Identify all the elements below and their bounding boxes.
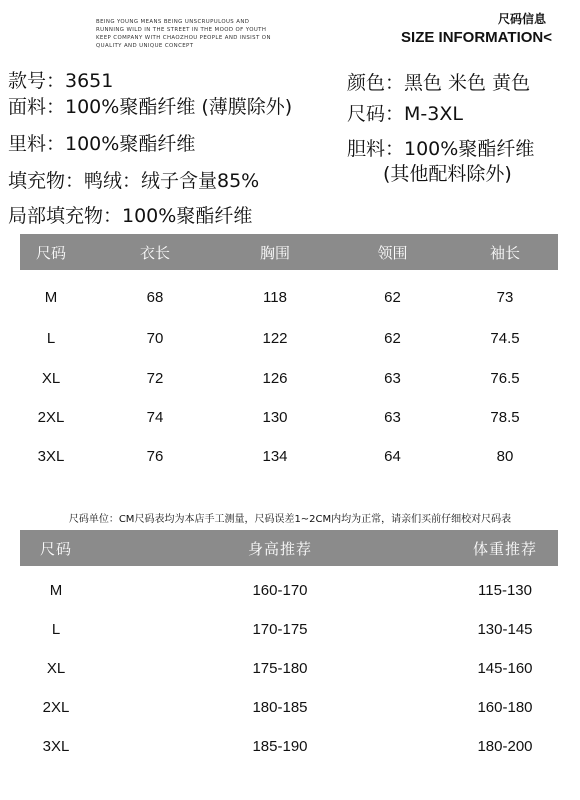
cell-sleeve: 74.5: [490, 329, 520, 347]
header-size: 尺码: [35, 243, 66, 262]
table-row: [20, 578, 558, 602]
size-info-title-cn: 尺码信息: [497, 12, 546, 26]
cell-size: 2XL: [37, 408, 65, 426]
cell-length: 70: [146, 329, 164, 347]
measurement-note: 尺码单位：CM尺码表均为本店手工测量，尺码误差1~2CM内均为正常，请亲们买前仔细校对尺码表: [68, 514, 512, 525]
cell-collar: 63: [384, 369, 401, 387]
table-row: [20, 405, 558, 429]
cell-weight: 180-200: [477, 737, 533, 755]
table-row: [20, 285, 558, 309]
header-weight: 体重推荐: [472, 539, 537, 558]
cell-chest: 118: [263, 288, 287, 306]
tagline-line: BEING YOUNG MEANS BEING UNSCRUPULOUS AND: [96, 19, 250, 25]
cell-size: 3XL: [37, 447, 65, 465]
cell-sleeve: 78.5: [490, 408, 520, 426]
cell-sleeve: 76.5: [490, 369, 520, 387]
cell-size: 3XL: [42, 737, 70, 755]
cell-weight: 130-145: [477, 620, 533, 638]
spec-style-number: 款号：3651: [8, 70, 114, 92]
table-row: [20, 366, 558, 390]
cell-height: 180-185: [252, 698, 308, 716]
cell-weight: 145-160: [477, 659, 533, 677]
cell-length: 76: [146, 447, 164, 465]
cell-height: 175-180: [252, 659, 308, 677]
cell-chest: 134: [262, 447, 288, 465]
size-table-header: [20, 234, 558, 270]
cell-collar: 64: [384, 447, 401, 465]
brand-tagline: [96, 18, 316, 50]
cell-collar: 62: [384, 329, 401, 347]
header-height: 身高推荐: [247, 539, 312, 558]
cell-height: 160-170: [252, 581, 308, 599]
cell-size: L: [51, 620, 61, 638]
cell-size: XL: [41, 369, 61, 387]
recommend-table-header: [20, 530, 558, 566]
table-row: [20, 734, 558, 758]
spec-inner-material: 胆料：100%聚酯纤维: [347, 138, 535, 160]
table-row: [20, 695, 558, 719]
cell-sleeve: 73: [496, 288, 514, 306]
spec-filling: 填充物：鸭绒：绒子含量85%: [8, 170, 260, 192]
cell-length: 74: [146, 408, 164, 426]
table-row: [20, 656, 558, 680]
spec-partial-filling: 局部填充物：100%聚酯纤维: [8, 205, 253, 227]
cell-length: 68: [146, 288, 164, 306]
table-row: [20, 444, 558, 468]
table-row: [20, 326, 558, 350]
cell-collar: 63: [384, 408, 401, 426]
tagline-line: KEEP COMPANY WITH CHAOZHOU PEOPLE AND INSIST ON: [96, 35, 271, 41]
cell-weight: 115-130: [478, 581, 532, 599]
cell-weight: 160-180: [477, 698, 533, 716]
header-length: 衣长: [139, 243, 170, 262]
tagline-line: RUNNING WILD IN THE STREET IN THE MOOD OF YOUTH: [96, 27, 267, 33]
cell-height: 170-175: [252, 620, 308, 638]
spec-size-range: 尺码：M-3XL: [347, 103, 463, 125]
spec-exclusion-note: (其他配料除外): [383, 163, 512, 185]
cell-height: 185-190: [252, 737, 308, 755]
header-chest: 胸围: [259, 243, 290, 262]
cell-sleeve: 80: [496, 447, 514, 465]
spec-lining: 里料：100%聚酯纤维: [8, 133, 196, 155]
cell-length: 72: [146, 369, 164, 387]
cell-size: 2XL: [42, 698, 70, 716]
header-size: 尺码: [39, 539, 72, 558]
cell-collar: 62: [384, 288, 401, 306]
cell-size: L: [46, 329, 56, 347]
cell-size: M: [49, 581, 63, 599]
size-info-title-en: SIZE INFORMATION<: [401, 29, 552, 46]
cell-chest: 122: [262, 329, 288, 347]
cell-chest: 130: [262, 408, 288, 426]
header-collar: 领围: [377, 243, 408, 262]
cell-size: XL: [46, 659, 66, 677]
spec-colors: 颜色：黑色 米色 黄色: [347, 72, 531, 94]
header-sleeve: 袖长: [489, 243, 520, 262]
tagline-line: QUALITY AND UNIQUE CONCEPT: [96, 43, 194, 49]
table-row: [20, 617, 558, 641]
cell-size: M: [44, 288, 58, 306]
cell-chest: 126: [262, 369, 288, 387]
spec-fabric: 面料：100%聚酯纤维 (薄膜除外): [8, 96, 293, 118]
